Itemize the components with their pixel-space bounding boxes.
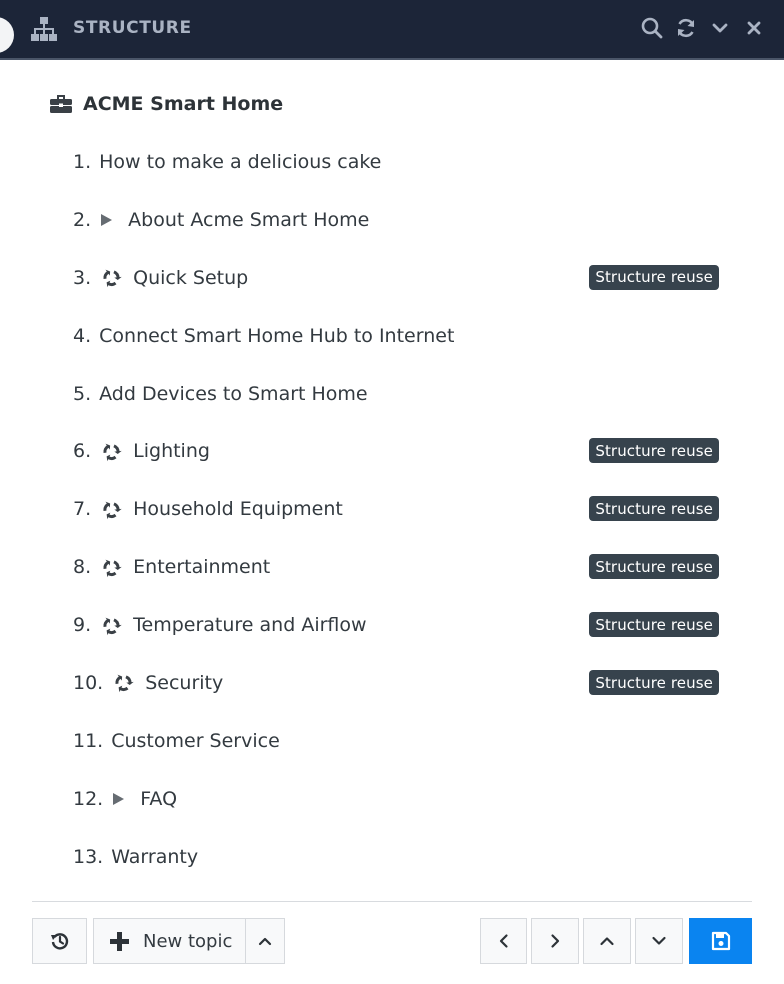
panel-title: STRUCTURE [73,18,192,38]
search-button[interactable] [640,15,664,41]
chevron-up-icon [257,933,273,949]
structure-reuse-badge: Structure reuse [589,554,719,579]
tree-item-number: 1. [73,150,92,173]
briefcase-icon [50,95,72,113]
tree-item-label: FAQ [140,787,178,810]
structure-tree [0,60,784,900]
structure-reuse-badge: Structure reuse [589,670,719,695]
structure-reuse-badge: Structure reuse [589,438,719,463]
chevron-up-icon [599,933,615,949]
structure-reuse-badge: Structure reuse [589,496,719,521]
tree-item-label: Household Equipment [133,498,343,521]
tree-item-label: Connect Smart Home Hub to Internet [99,324,455,347]
move-down-button[interactable] [635,918,683,964]
structure-reuse-badge: Structure reuse [589,265,719,290]
tree-item[interactable] [0,365,784,423]
tree-item-number: 10. [73,671,104,694]
refresh-button[interactable] [674,15,698,41]
new-topic-options-button[interactable] [245,918,285,964]
header-toolbar [640,15,766,41]
move-left-button[interactable] [480,918,527,964]
tree-root[interactable] [50,93,283,115]
tree-item[interactable] [0,191,784,249]
tree-item-number: 8. [73,556,92,579]
save-icon [711,931,731,951]
avatar[interactable] [0,17,14,53]
chevron-down-icon [710,18,730,38]
tree-item-number: 4. [73,324,92,347]
expand-caret-icon[interactable] [113,793,124,805]
tree-item[interactable] [0,770,784,828]
tree-item[interactable] [0,828,784,886]
tree-item[interactable] [0,538,784,596]
refresh-icon [675,17,697,39]
tree-item-label: Temperature and Airflow [133,614,367,637]
collapse-button[interactable] [708,15,732,41]
recycle-icon [113,672,134,693]
tree-item-number: 6. [73,440,92,463]
tree-item-number: 2. [73,208,92,231]
new-topic-button[interactable] [93,918,246,964]
tree-item[interactable] [0,249,784,307]
tree-item[interactable] [0,133,784,191]
tree-item[interactable] [0,596,784,654]
tree-item[interactable] [0,654,784,712]
tree-item[interactable] [0,307,784,365]
tree-item-number: 5. [73,382,92,405]
tree-item-number: 13. [73,845,104,868]
recycle-icon [101,615,122,636]
tree-item[interactable] [0,712,784,770]
history-button[interactable] [32,918,87,964]
tree-item-number: 12. [73,787,104,810]
sitemap-icon [31,17,57,41]
recycle-icon [101,441,122,462]
topic-list [0,133,784,886]
history-icon [50,931,70,951]
tree-item-number: 9. [73,614,92,637]
tree-root-label: ACME Smart Home [83,93,284,115]
chevron-left-icon [496,933,512,949]
tree-item-label: Add Devices to Smart Home [99,382,368,405]
plus-icon [110,932,129,951]
chevron-right-icon [547,933,563,949]
move-up-button[interactable] [583,918,631,964]
tree-item-number: 7. [73,498,92,521]
tree-item-label: Quick Setup [133,266,249,289]
tree-item-number: 3. [73,266,92,289]
footer-divider [32,901,752,902]
recycle-icon [101,267,122,288]
tree-item-label: Warranty [111,845,199,868]
tree-item-label: Security [145,671,224,694]
recycle-icon [101,499,122,520]
move-right-button[interactable] [531,918,579,964]
search-icon [641,17,663,39]
tree-item[interactable] [0,422,784,480]
tree-item[interactable] [0,480,784,538]
expand-caret-icon[interactable] [101,214,112,226]
tree-item-label: About Acme Smart Home [128,208,370,231]
close-icon [744,18,764,38]
tree-item-label: How to make a delicious cake [99,150,382,173]
new-topic-label: New topic [143,930,233,952]
close-button[interactable] [742,15,766,41]
tree-item-label: Lighting [133,440,210,463]
save-button[interactable] [689,918,752,964]
panel-header [0,0,784,58]
recycle-icon [101,557,122,578]
tree-item-number: 11. [73,729,104,752]
structure-reuse-badge: Structure reuse [589,612,719,637]
chevron-down-icon [651,933,667,949]
tree-item-label: Customer Service [111,729,280,752]
tree-item-label: Entertainment [133,556,271,579]
